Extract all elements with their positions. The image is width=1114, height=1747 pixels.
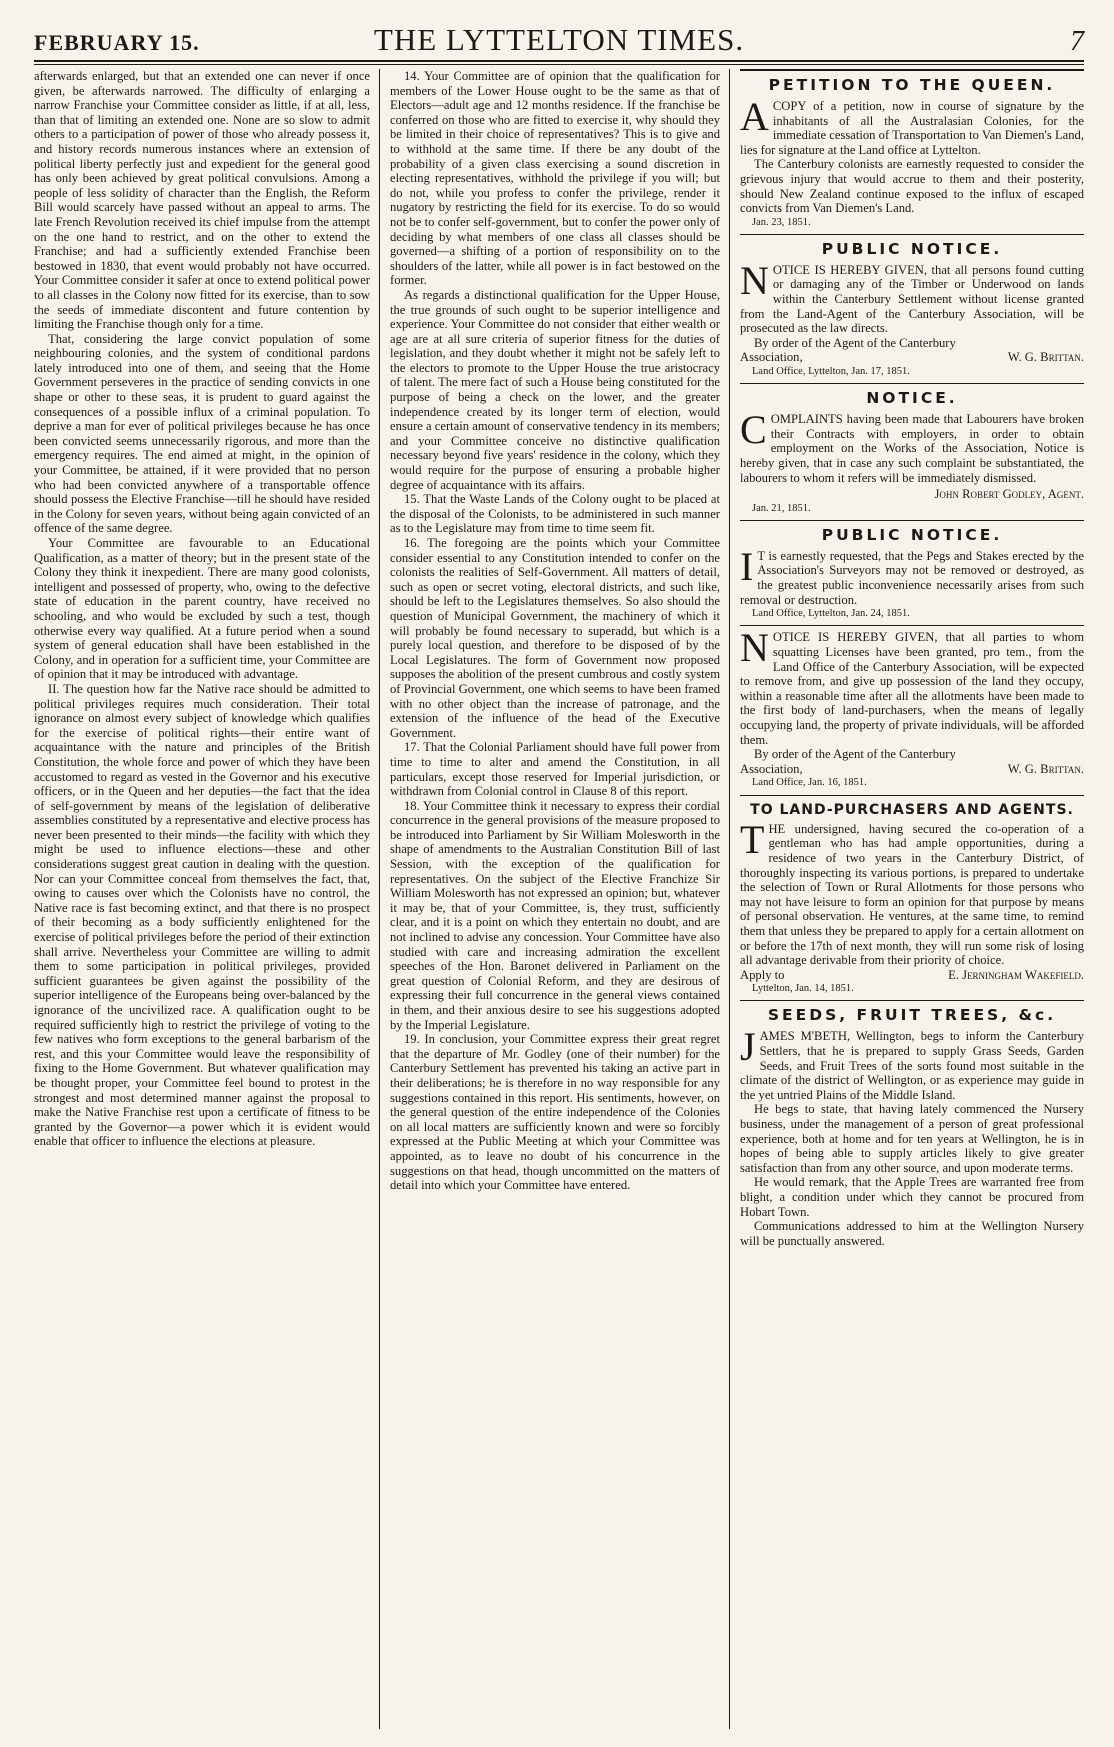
signature-left: Association, xyxy=(740,350,803,365)
paragraph: Communications addressed to him at the Wellington Nursery will be punctually answered. xyxy=(740,1219,1084,1248)
signature-name: John Robert Godley, Agent. xyxy=(934,487,1084,502)
notice-date: Jan. 23, 1851. xyxy=(752,216,811,228)
notice-land-purchasers xyxy=(740,796,1084,1002)
notice-heading: TO LAND-PURCHASERS AND AGENTS. xyxy=(750,801,1074,818)
notice-heading: NOTICE. xyxy=(866,389,958,408)
drop-cap: N xyxy=(740,257,769,303)
notice-heading: PETITION TO THE QUEEN. xyxy=(768,76,1056,94)
notice-heading: SEEDS, FRUIT TREES, &c. xyxy=(767,1006,1057,1025)
signature-line xyxy=(740,350,1084,365)
notice-body xyxy=(740,1024,1084,1248)
notice-body xyxy=(740,543,1084,607)
signature-name: E. Jerningham Wakefield. xyxy=(948,967,1084,982)
notice-squatting xyxy=(740,626,1084,795)
notice-date: Lyttelton, Jan. 14, 1851. xyxy=(752,983,854,995)
paragraph: OMPLAINTS having been made that Labourers have broken their Contracts with employers, in order to obtain employment on the Works of the Association, Notice is hereby given, that in case any such complaint be substantiated, the labourers to whom it refers will be immediately dismissed. xyxy=(740,412,1084,485)
page-number: 7 xyxy=(1070,26,1084,57)
notice-body xyxy=(740,816,1084,968)
notice-date: Jan. 21, 1851. xyxy=(752,502,811,514)
paragraph: The Canterbury colonists are earnestly requested to consider the grievous injury that would accrue to them and their posterity, should New Zealand continue exposed to the influx of escaped convicts from Van Diemen's Land. xyxy=(740,157,1084,216)
drop-cap: C xyxy=(740,407,767,453)
signature-left: Association, xyxy=(740,761,803,776)
paragraph: HE undersigned, having secured the co-operation of a gentleman who has had ample opportunities, during a residence of two years in the Canterbury District, of thoroughly inspecting its various portions, is prepared to undertake the selection of Town or Rural Allotments for those persons who may not have leisure to form an opinion for that purpose by means of personal observation. He ventures, at the same time, to remind them that unless they be prepared to apply for a certain allotment on or before the 17th of next month, they will run some risk of losing all advantage derivable from their priority of choice. xyxy=(740,821,1084,968)
notice-body xyxy=(740,257,1084,351)
paragraph: He begs to state, that having lately commenced the Nursery business, under the management of a person of great professional experience, both at home and for ten years at Wellington, he is in hopes of being able to supply articles likely to give greater satisfaction than from any other source, and upon moderate terms. xyxy=(740,1102,1084,1175)
notice-date: Land Office, Jan. 16, 1851. xyxy=(752,777,867,789)
drop-cap: A xyxy=(740,93,769,139)
signature-name: W. G. Brittan. xyxy=(1007,761,1084,776)
drop-cap: T xyxy=(740,816,765,862)
notice-date: Land Office, Lyttelton, Jan. 17, 1851. xyxy=(752,366,910,378)
signature-line xyxy=(740,762,1084,777)
paragraph: Your Committee are favourable to an Educational Qualification, as a matter of theory; but in the present state of the Colony they think it inexpedient. There are many good colonists, intelligent and possessed of property, who, owing to the defective state of education in the parent country, have received no schooling, and who would be excluded by such a test, though otherwise every way qualified. At a future period when a sound system of general education shall have been established in the Colony, and in operation for a sufficient time, your Committee are of opinion that it may be introduced with advantage. xyxy=(34,536,370,682)
paragraph: As regards a distinctional qualification for the Upper House, the true grounds of such ought to be superior intelligence and experience. Your Committee do not consider that either wealth or age are at all sure criteria of superior fitness for the duties of legislation, and they doubt whether it might not be safely left to the electors to promote to the Upper House the true aristocracy of talent. The mere fact of such a House being constituted for the purpose of being a check on the lower, and the greater independence created by its longer term of election, would ensure a certain amount of conservative tendency in its members; and your Committee conceive no distinctive qualification necessary beyond five years' residence in the colony, which they would require for the purpose of ensuring a probable higher degree of acquaintance with its affairs. xyxy=(390,287,720,492)
paragraph: That, considering the large convict population of some neighbouring colonies, and the system of conditional pardons lately introduced into one of them, and seeing that the Home Government perseveres in the practice of sending convicts in one shape or other to these seas, it is prudent to guard against the consequences of a possible influx of a criminal population. To deprive a man for ever of political privileges because he has once been convicted seems unnecessarily rigorous, and more than the emergency requires. The end aimed at might, in the opinion of your Committee, be attained, if it were provided that no person who had been convicted anywhere of a transportable offence should possess the Elective Franchise—till he should have resided in the Colony for seven years, without being again convicted of an offence of the same degree. xyxy=(34,331,370,536)
column-report-part-2 xyxy=(379,69,729,1729)
paragraph: 14. Your Committee are of opinion that the qualification for members of the Lower House ought to be the same as that of Electors—adult age and 12 months residence. If the franchise be conferred on those who are fitted to exercise it, why should they be limited in their choice of representatives? This is to give and to withhold at the same time. If there be any doubt of the probability of a given class exercising a sound discretion in electing representatives, withhold the privilege if you will; but do not, while you profess to confer the privilege, render it nugatory by restricting the field for its exercise. To do so would not be to confer self-government, but to confer the power only of deciding by what members of one class all classes should be governed—a shifting of a portion of responsibility on to the shoulders of the latter, while all power is in fact bestowed on the former. xyxy=(390,69,720,288)
notice-petition xyxy=(740,69,1084,235)
notice-date: Land Office, Lyttelton, Jan. 24, 1851. xyxy=(752,608,910,620)
paragraph: 18. Your Committee think it necessary to express their cordial concurrence in the general provisions of the measure proposed to be introduced into Parliament by Sir William Molesworth in the shape of amendments to the Australian Constitution Bill of last Session, with the exception of the qualification for representatives. On the subject of the Elective Franchize Sir William Molesworth has not expressed an opinion; but, whatever it may be, that of your Committee, is, they trust, sufficiently clear, and it is a point on which they entertain no doubt, and are not inclined to advise any concession. Your Committee have also studied with care and increasing admiration the excellent speeches of the Hon. Baronet delivered in Parliament on the great question of Colonial Reform, and they are desirous of expressing their full concurrence in the general views contained in them, and their anxious desire to see his suggestions adopted by the Imperial Legislature. xyxy=(390,798,720,1032)
columns xyxy=(34,69,1084,1729)
paragraph: 15. That the Waste Lands of the Colony ought to be placed at the disposal of the Colonists, to be administered in such manner as to the Legislature may from time to time seem fit. xyxy=(390,492,720,536)
paragraph: II. The question how far the Native race should be admitted to political privileges requires much consideration. Their total ignorance on almost every subject of knowledge which qualifies for the exercise of political rights—their entire want of acquaintance with the nature and principles of the British Constitution, the whole force and power of which they have been accustomed to regard as vested in the Governor and his executive officers, or in the Queen and her deputies—the fact that the idea of self-government by means of the legislation of deliberative assemblies constituted by a representative and elective process has never been presented to their minds—the facility with which they might be used to influence elections—these and other considerations suggest great caution in dealing with the question. Nor can your Committee conceal from themselves the fact, that, owing to causes over which the Colonists have no control, the Native race is fast becoming extinct, and that there is no prospect of their becoming as a body sufficiently enlightened for the exercise of political privileges before the period of their extinction shall arrive. Nevertheless your Committee are willing to admit them to some participation in political privileges, provided sufficient guarantees be given against the possibility of the superior intelligence of the Europeans being over-balanced by the ignorance of the uncivilized race. A qualification ought to be required sufficiently high to restrict the privilege of voting to the few natives who form exceptions to the general barbarism of the rest, and this your Committee would leave the responsibility of fixing to the Home Government. But whatever qualification may be thought proper, your Committee feel bound to protest in the strongest and most determined manner against the proposal to make the Native Franchise rest upon a certificate of fitness to be granted by the Governor—a power which it is evident would enable that officer to influence the elections at pleasure. xyxy=(34,681,370,1149)
paragraph: By order of the Agent of the Canterbury xyxy=(754,747,956,762)
drop-cap: N xyxy=(740,625,769,671)
notice-heading: PUBLIC NOTICE. xyxy=(821,239,1003,258)
notice-pegs xyxy=(740,521,1084,627)
signature-left: Apply to xyxy=(740,967,785,982)
header-rule xyxy=(34,60,1084,65)
notice-labourers xyxy=(740,384,1084,521)
drop-cap: I xyxy=(740,543,754,589)
paragraph: OTICE IS HEREBY GIVEN, that all parties to whom squatting Licenses have been granted, pro tem., from the Land Office of the Canterbury Association, will be expected to remove from, and give up possession of the land they occupy, within a reasonable time after all the allotments have been made to the first body of land-purchasers, when the means of legally occupying land, the property of private individuals, will be afforded them. xyxy=(740,630,1084,747)
paragraph: COPY of a petition, now in course of signature by the inhabitants of all the Australasian Colonies, for the immediate cessation of Transportation to Van Diemen's Land, lies for signature at the Land office at Lyttelton. xyxy=(740,98,1084,157)
paragraph: 17. That the Colonial Parliament should have full power from time to time to alter and amend the Constitution, in all particulars, except those reserved for Imperial jurisdiction, or withdrawn from Colonial control in Clause 8 of this report. xyxy=(390,740,720,799)
notice-body xyxy=(740,93,1084,216)
notice-timber xyxy=(740,235,1084,384)
signature-line xyxy=(740,968,1084,983)
column-advertisements xyxy=(729,69,1084,1729)
column-report-part-1 xyxy=(34,69,379,1729)
paragraph: 16. The foregoing are the points which your Committee consider essential to any Constitution intended to confer on the colonists the realities of Self-Government. All matters of detail, such as open or secret voting, electoral districts, and such like, should be left to the Legislatures themselves. So also should the question of Municipal Government, the machinery of which it will probably be found necessary to superadd, but which is a purely local question, and therefore to be disposed of by the Local Legislatures. The form of Government now proposed supposes the abolition of the present cumbrous and costly system of Provincial Government, one which seems to have been framed with no other object than the increase of patronage, and the extension of the influence of the head of the Executive Government. xyxy=(390,536,720,740)
notice-heading: PUBLIC NOTICE. xyxy=(821,525,1003,544)
signature-name: W. G. Brittan. xyxy=(1007,350,1084,365)
paragraph: AMES M'BETH, Wellington, begs to inform the Canterbury Settlers, that he is prepared to supply Grass Seeds, Garden Seeds, and Fruit Trees of the sorts found most suitable in the climate of the district of Wellington, or as experience may guide in the yet untried Plains of the Middle Island. xyxy=(740,1029,1084,1102)
drop-cap: J xyxy=(740,1024,756,1070)
notice-body xyxy=(740,625,1084,762)
paragraph: He would remark, that the Apple Trees are warranted free from blight, a condition under which they cannot be procured from Hobart Town. xyxy=(740,1175,1084,1219)
paragraph: T is earnestly requested, that the Pegs and Stakes erected by the Association's Surveyors may not be removed or destroyed, as the greatest public inconvenience necessarily arises from such removal or destruction. xyxy=(740,548,1084,607)
paragraph: 19. In conclusion, your Committee express their great regret that the departure of Mr. Godley (one of their number) for the Canterbury Settlement has prevented his taking an active part in their deliberations; he is therefore in no way responsible for any suggestions contained in this report. His sentiments, however, on the general question of the entire independence of the Colonies on all local matters are sufficiently known and were so forcibly expressed at the Public Meeting at which your Committee was appointed, as to leave no doubt of his concurrence in the suggestions on that head, though uncommitted on the matters of detail into which your Committee have entered. xyxy=(390,1032,720,1193)
masthead xyxy=(34,22,1084,60)
issue-date: FEBRUARY 15. xyxy=(34,30,200,55)
newspaper-title: THE LYTTELTON TIMES. xyxy=(373,22,745,57)
notice-seeds xyxy=(740,1001,1084,1253)
notice-body xyxy=(740,407,1084,485)
paragraph: By order of the Agent of the Canterbury xyxy=(754,335,956,350)
paragraph: afterwards enlarged, but that an extended one can never if once given, be afterwards narrowed. The difficulty of enlarging a narrow Franchise your Committee consider as little, if at all, less, than that of limiting an extended one. None are so slow to admit others to a participation of power of those who already possess it, and history records numerous instances where an extension of political liberty perfectly just and expedient for the general good has only been achieved by great political convulsions. Among a people of less solidity of character than the English, the Reform Bill would scarcely have passed without an appeal to arms. The late French Revolution received its chief impulse from the attempt on the one hand to restrict, and on the other to extend the Franchise; and had a sufficiently extended Franchise been bestowed in 1830, that event would probably not have occurred. Your Committee consider it safer at once to extend political power to all classes in the Colony now fitted for its exercise, than to sow the seeds of immediate discontent and future contention by limiting the Franchise though only for a time. xyxy=(34,69,370,332)
paragraph: OTICE IS HEREBY GIVEN, that all persons found cutting or damaging any of the Timber or Underwood on lands within the Canterbury Settlement without license granted from the Land-Agent of the Canterbury Association, will be prosecuted as the law directs. xyxy=(740,262,1084,336)
